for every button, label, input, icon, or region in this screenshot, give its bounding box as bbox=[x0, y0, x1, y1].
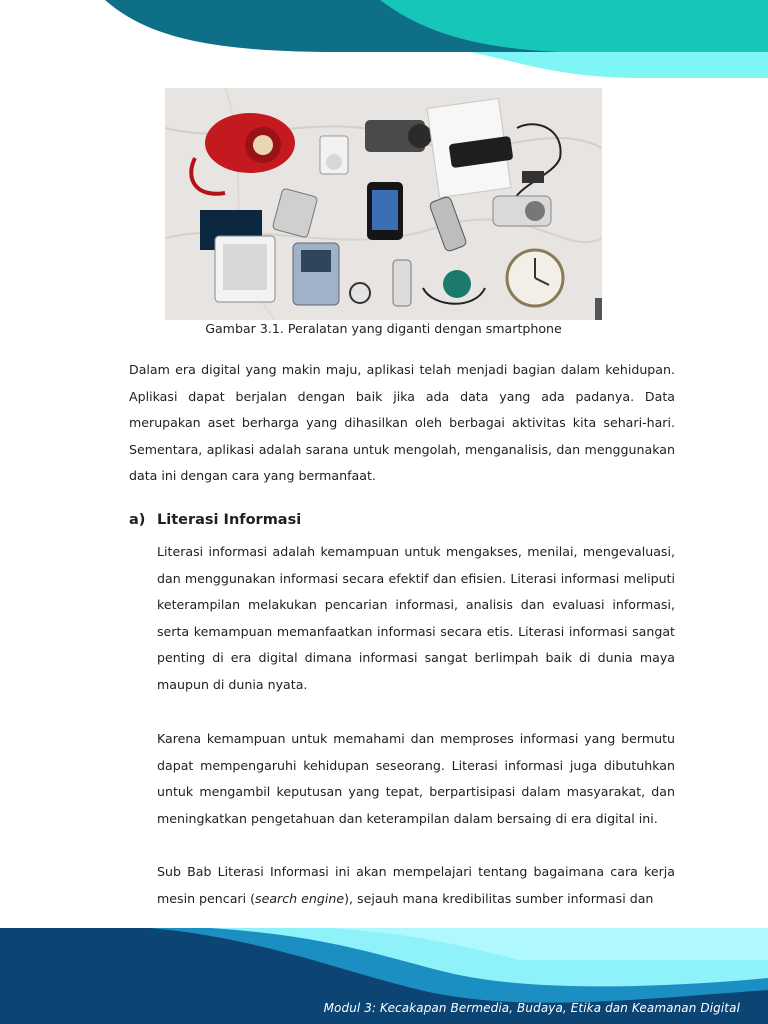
header-wave-decoration bbox=[0, 0, 768, 80]
section-paragraph-2: Karena kemampuan untuk memahami dan memproses informasi yang bermutu dapat mempengaruhi kehidupan seseorang. Literasi informasi juga dibutuhkan untuk mengambil keputusan yang tepat, berpartisipasi dalam masyarakat, dan meningkatkan pengetahuan dan keterampilan dalam bersaing di era digital ini. bbox=[157, 731, 675, 826]
paragraph-3-text-after: ), sejauh mana kredibilitas sumber informasi dan bbox=[344, 890, 654, 906]
stopwatch-icon bbox=[443, 270, 471, 298]
mobile-phone-icon bbox=[393, 260, 411, 306]
section-marker: a) bbox=[129, 512, 146, 528]
search-engine-term: search engine bbox=[255, 890, 345, 906]
footer-module-title: Modul 3: Kecakapan Bermedia, Budaya, Etika dan Keamanan Digital bbox=[323, 1001, 740, 1015]
intro-paragraph: Dalam era digital yang makin maju, aplikasi telah menjadi bagian dalam kehidupan. Aplikasi dapat berjalan dengan baik jika ada data yang ada padanya. Data merupakan aset berharga yang dihasilkan oleh berbagai aktivitas kita sehari-hari. Sementara, aplikasi adalah sarana untuk mengolah, menganalisis, dan menggunakan data ini dengan cara yang bermanfaat. bbox=[129, 362, 675, 484]
section-paragraph-3 bbox=[157, 859, 675, 912]
section-title: Literasi Informasi bbox=[157, 512, 302, 528]
figure-caption: Gambar 3.1. Peralatan yang diganti dengan smartphone bbox=[205, 321, 562, 336]
paragraph-3-text-before: Sub Bab Literasi Informasi ini akan mempelajari tentang bagaimana cara kerja mesin pencari ( bbox=[157, 864, 675, 906]
devices-photo bbox=[165, 88, 602, 320]
compass-icon bbox=[350, 283, 370, 303]
section-paragraph-1: Literasi informasi adalah kemampuan untuk mengakses, menilai, mengevaluasi, dan menggunakan informasi secara efektif dan efisien. Literasi informasi meliputi keterampilan melakukan pencarian informasi, analisis dan evaluasi informasi, serta kemampuan memanfaatkan informasi secara etis. Literasi informasi sangat penting di era digital dimana informasi sangat berlimpah baik di dunia maya maupun di dunia nyata. bbox=[157, 544, 675, 692]
section-heading bbox=[129, 512, 301, 528]
